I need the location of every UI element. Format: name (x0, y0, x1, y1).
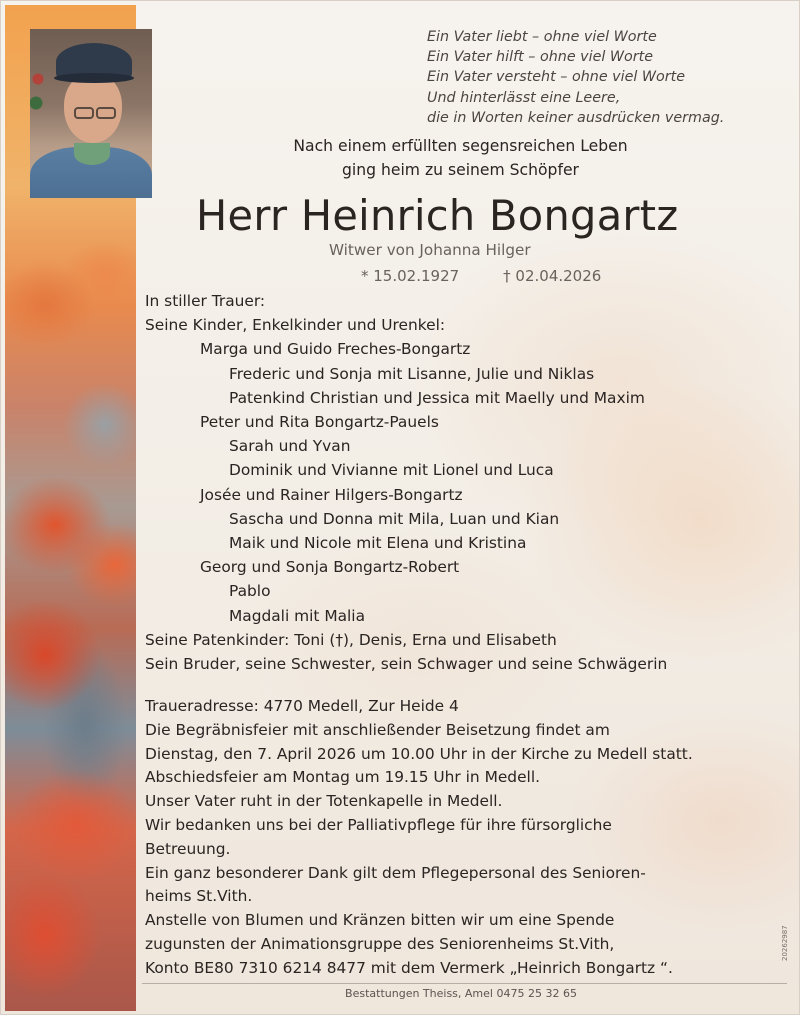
footer-divider (142, 983, 787, 984)
intro-line: ging heim zu seinem Schöpfer (342, 160, 579, 179)
funeral-line: Die Begräbnisfeier mit anschließender Beisetzung findet am (145, 720, 610, 739)
mourner-line: Patenkind Christian und Jessica mit Maelly und Maxim (229, 388, 645, 407)
poem-line: Ein Vater liebt – ohne viel Worte (427, 29, 657, 45)
mourner-line: Seine Kinder, Enkelkinder und Urenkel: (145, 316, 446, 335)
mourner-line: Sascha und Donna mit Mila, Luan und Kian (229, 509, 560, 528)
funeral-line: Konto BE80 7310 6214 8477 mit dem Vermerk „Heinrich Bongartz “. (145, 958, 673, 977)
mourner-line: Maik und Nicole mit Elena und Kristina (229, 534, 527, 552)
funeral-line: Betreuung. (145, 839, 231, 858)
intro-line: Nach einem erfüllten segensreichen Leben (293, 137, 628, 155)
mourner-line: Georg und Sonja Bongartz-Robert (200, 558, 460, 577)
funeral-line: Anstelle von Blumen und Kränzen bitten wir um eine Spende (145, 911, 615, 930)
poem-line: Und hinterlässt eine Leere, (427, 89, 621, 106)
reference-code: 20262987 (781, 925, 789, 961)
birth-date: * 15.02.1927 (361, 267, 460, 285)
mourner-line: Pablo (229, 582, 271, 601)
death-date: † 02.04.2026 (503, 267, 602, 285)
funeral-line: zugunsten der Animationsgruppe des Seniorenheims St.Vith, (145, 934, 615, 953)
mourner-line: Seine Patenkinder: Toni (†), Denis, Erna und Elisabeth (145, 630, 557, 649)
glasses-right (96, 107, 116, 119)
background-plant (30, 59, 44, 119)
mourner-line: Sarah und Yvan (229, 437, 351, 456)
glasses-left (74, 107, 94, 119)
widower-of: Witwer von Johanna Hilger (329, 241, 531, 259)
funeral-details (145, 695, 785, 981)
funeral-line: Traueradresse: 4770 Medell, Zur Heide 4 (145, 697, 459, 715)
poem-line: Ein Vater versteht – ohne viel Worte (427, 69, 686, 86)
mourner-line: Peter und Rita Bongartz-Pauels (200, 413, 439, 431)
poem-line: Ein Vater hilft – ohne viel Worte (427, 49, 654, 66)
life-dates (361, 267, 645, 285)
portrait-cap-brim (54, 73, 134, 83)
funeral-line: Wir bedanken uns bei der Palliativpflege für ihre fürsorgliche (145, 815, 612, 834)
poem (427, 27, 724, 128)
mourner-line: Dominik und Vivianne mit Lionel und Luca (229, 461, 554, 480)
funeral-line: Dienstag, den 7. April 2026 um 10.00 Uhr in der Kirche zu Medell statt. (145, 744, 693, 763)
mourner-line: Marga und Guido Freches-Bongartz (200, 340, 471, 359)
mourner-line: Sein Bruder, seine Schwester, sein Schwager und seine Schwägerin (145, 655, 668, 673)
mourner-line: Josée und Rainer Hilgers-Bongartz (200, 485, 463, 504)
funeral-line: Unser Vater ruht in der Totenkapelle in Medell. (145, 792, 503, 811)
deceased-name: Herr Heinrich Bongartz (196, 191, 679, 240)
mourner-line: In stiller Trauer: (145, 292, 266, 310)
mourner-line: Magdali mit Malia (229, 606, 366, 625)
funeral-line: Abschiedsfeier am Montag um 19.15 Uhr in Medell. (145, 768, 540, 787)
funeral-home-footer: Bestattungen Theiss, Amel 0475 25 32 65 (345, 987, 577, 1000)
poem-line: die in Worten keiner ausdrücken vermag. (427, 109, 725, 126)
funeral-line: heims St.Vith. (145, 887, 253, 906)
mourner-line: Frederic und Sonja mit Lisanne, Julie und Niklas (229, 364, 595, 383)
intro (0, 135, 800, 182)
funeral-line: Ein ganz besonderer Dank gilt dem Pflegepersonal des Senioren- (145, 863, 646, 882)
